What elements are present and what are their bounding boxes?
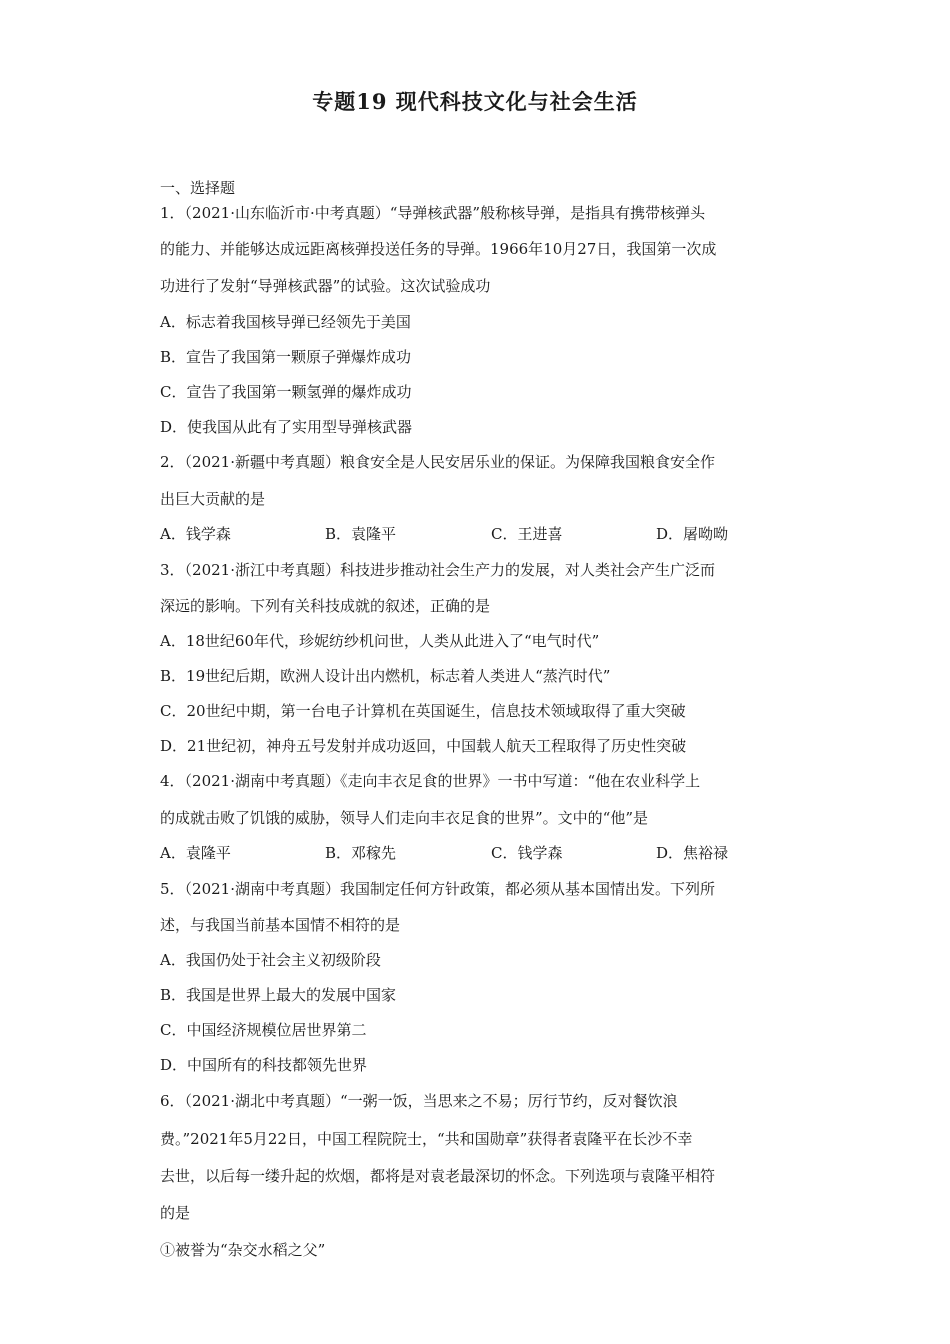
question-6-line-1: 6．（2021·湖北中考真题）“一粥一饭，当思来之不易；厉行节约，反对餐饮浪 — [160, 1092, 678, 1110]
question-6-line-2: 费。”2021年5月22日，中国工程院院士，“共和国勋章”获得者袁隆平在长沙不幸 — [160, 1130, 693, 1148]
question-1-line-3: 功进行了发射“导弹核武器”的试验。这次试验成功 — [160, 277, 491, 295]
question-5-option-d: D．中国所有的科技都领先世界 — [160, 1056, 368, 1074]
question-6-line-4: 的是 — [160, 1204, 191, 1222]
question-4-option-d: D．焦裕禄 — [656, 844, 729, 862]
question-2-line-1: 2．（2021·新疆中考真题）粮食安全是人民安居乐业的保证。为保障我国粮食安全作 — [160, 453, 715, 471]
question-6-line-3: 去世，以后每一缕升起的炊烟，都将是对袁老最深切的怀念。下列选项与袁隆平相符 — [160, 1167, 716, 1185]
question-3-option-a: A．18世纪60年代，珍妮纺纱机问世，人类从此进入了“电气时代” — [160, 632, 600, 650]
question-1-option-d: D．使我国从此有了实用型导弹核武器 — [160, 418, 413, 436]
question-4-line-1: 4．（2021·湖南中考真题）《走向丰衣足食的世界》一书中写道：“他在农业科学上 — [160, 772, 701, 790]
question-2-option-b: B．袁隆平 — [325, 525, 397, 543]
question-5-option-c: C．中国经济规模位居世界第二 — [160, 1021, 367, 1039]
section-heading: 一、选择题 — [160, 179, 236, 197]
question-5-line-2: 述，与我国当前基本国情不相符的是 — [160, 916, 401, 934]
question-6-item-1: ①被誉为“杂交水稻之父” — [160, 1241, 326, 1259]
question-4-option-c: C．钱学森 — [491, 844, 563, 862]
question-2-option-c: C．王进喜 — [491, 525, 563, 543]
question-1-line-2: 的能力、并能够达成远距离核弹投送任务的导弹。1966年10月27日，我国第一次成 — [160, 240, 717, 258]
question-2-option-d: D．屠呦呦 — [656, 525, 729, 543]
question-1-option-b: B．宣告了我国第一颗原子弹爆炸成功 — [160, 348, 412, 366]
question-4-option-b: B．邓稼先 — [325, 844, 397, 862]
question-2-option-a: A．钱学森 — [160, 525, 231, 543]
question-1-line-1: 1．（2021·山东临沂市·中考真题）“导弹核武器”般称核导弹，是指具有携带核弹头 — [160, 204, 706, 222]
question-3-line-2: 深远的影响。下列有关科技成就的叙述，正确的是 — [160, 597, 491, 615]
question-5-line-1: 5．（2021·湖南中考真题）我国制定任何方针政策，都必须从基本国情出发。下列所 — [160, 880, 715, 898]
page-title: 专题19 现代科技文化与社会生活 — [312, 89, 638, 114]
question-3-option-c: C．20世纪中期，第一台电子计算机在英国诞生，信息技术领域取得了重大突破 — [160, 702, 686, 720]
question-4-option-a: A．袁隆平 — [160, 844, 231, 862]
question-5-option-b: B．我国是世界上最大的发展中国家 — [160, 986, 397, 1004]
question-3-option-b: B．19世纪后期，欧洲人设计出内燃机，标志着人类进人“蒸汽时代” — [160, 667, 611, 685]
question-3-option-d: D．21世纪初，神舟五号发射并成功返回，中国载人航天工程取得了历史性突破 — [160, 737, 687, 755]
question-3-line-1: 3．（2021·浙江中考真题）科技进步推动社会生产力的发展，对人类社会产生广泛而 — [160, 561, 715, 579]
question-4-line-2: 的成就击败了饥饿的威胁，领导人们走向丰衣足食的世界”。文中的“他”是 — [160, 809, 649, 827]
question-1-option-a: A．标志着我国核导弹已经领先于美国 — [160, 313, 411, 331]
question-5-option-a: A．我国仍处于社会主义初级阶段 — [160, 951, 381, 969]
question-1-option-c: C．宣告了我国第一颗氢弹的爆炸成功 — [160, 383, 412, 401]
question-2-line-2: 出巨大贡献的是 — [160, 490, 266, 508]
